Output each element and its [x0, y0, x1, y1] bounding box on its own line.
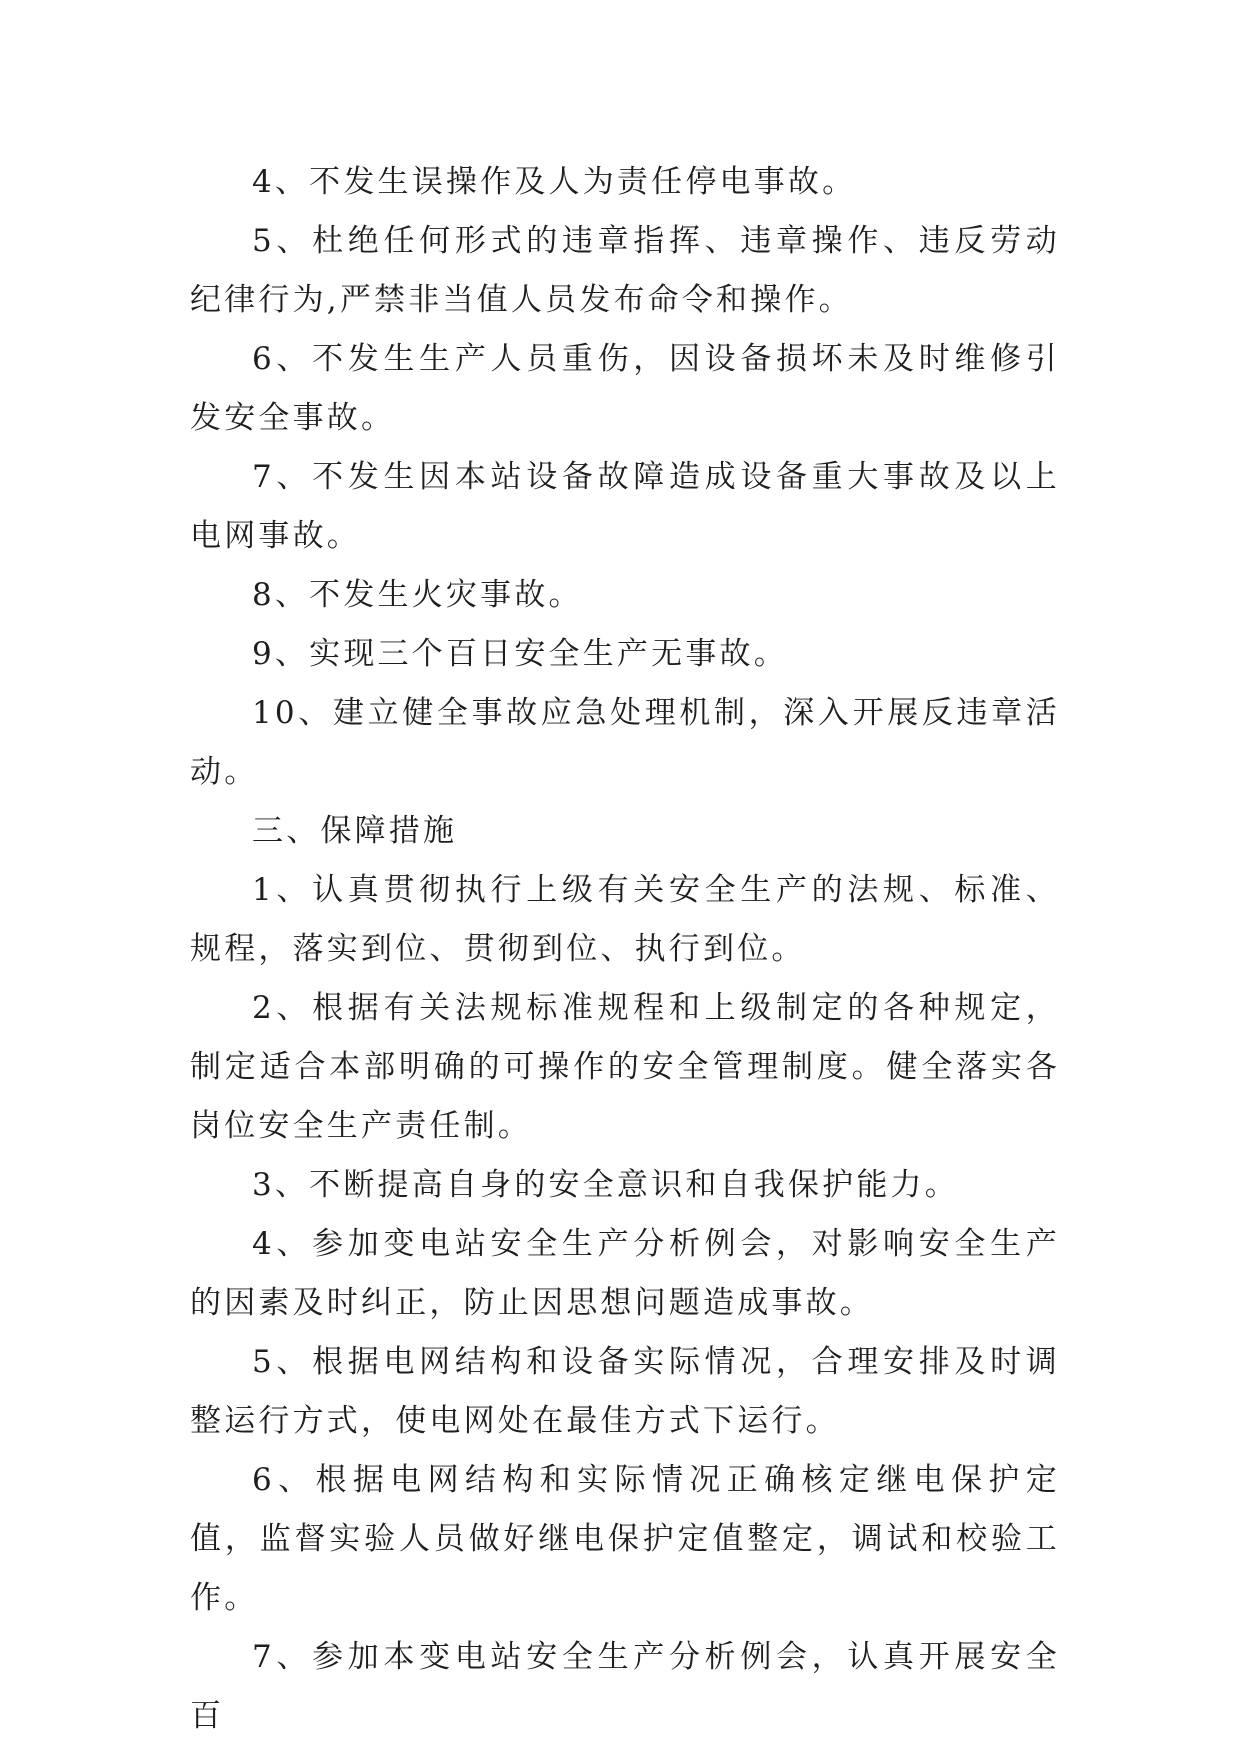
measure-item-2: 2、根据有关法规标准规程和上级制定的各种规定，制定适合本部明确的可操作的安全管理制度。健全落实各岗位安全生产责任制。	[190, 990, 1060, 1144]
section-heading-safeguards: 三、保障措施	[252, 813, 458, 849]
paragraph-item-4: 4、不发生误操作及人为责任停电事故。	[252, 164, 857, 200]
measure-item-5: 5、根据电网结构和设备实际情况，合理安排及时调整运行方式，使电网处在最佳方式下运行。	[190, 1344, 1060, 1439]
paragraph-item-6: 6、不发生生产人员重伤，因设备损坏未及时维修引发安全事故。	[190, 341, 1060, 436]
measure-item-1: 1、认真贯彻执行上级有关安全生产的法规、标准、规程，落实到位、贯彻到位、执行到位。	[190, 872, 1060, 967]
paragraph-item-7: 7、不发生因本站设备故障造成设备重大事故及以上电网事故。	[190, 459, 1060, 554]
measure-item-3: 3、不断提高自身的安全意识和自我保护能力。	[252, 1167, 959, 1203]
paragraph-item-10: 10、建立健全事故应急处理机制，深入开展反违章活动。	[190, 695, 1060, 790]
measure-item-4: 4、参加变电站安全生产分析例会，对影响安全生产的因素及时纠正，防止因思想问题造成事故。	[190, 1226, 1060, 1321]
paragraph-item-9: 9、实现三个百日安全生产无事故。	[252, 636, 788, 672]
paragraph-item-5: 5、杜绝任何形式的违章指挥、违章操作、违反劳动纪律行为,严禁非当值人员发布命令和操作。	[190, 223, 1060, 318]
measure-item-7: 7、参加本变电站安全生产分析例会，认真开展安全百	[190, 1639, 1060, 1734]
measure-item-6: 6、根据电网结构和实际情况正确核定继电保护定值，监督实验人员做好继电保护定值整定，调试和校验工作。	[190, 1462, 1060, 1616]
paragraph-item-8: 8、不发生火灾事故。	[252, 577, 583, 613]
document-body	[190, 153, 1060, 1746]
